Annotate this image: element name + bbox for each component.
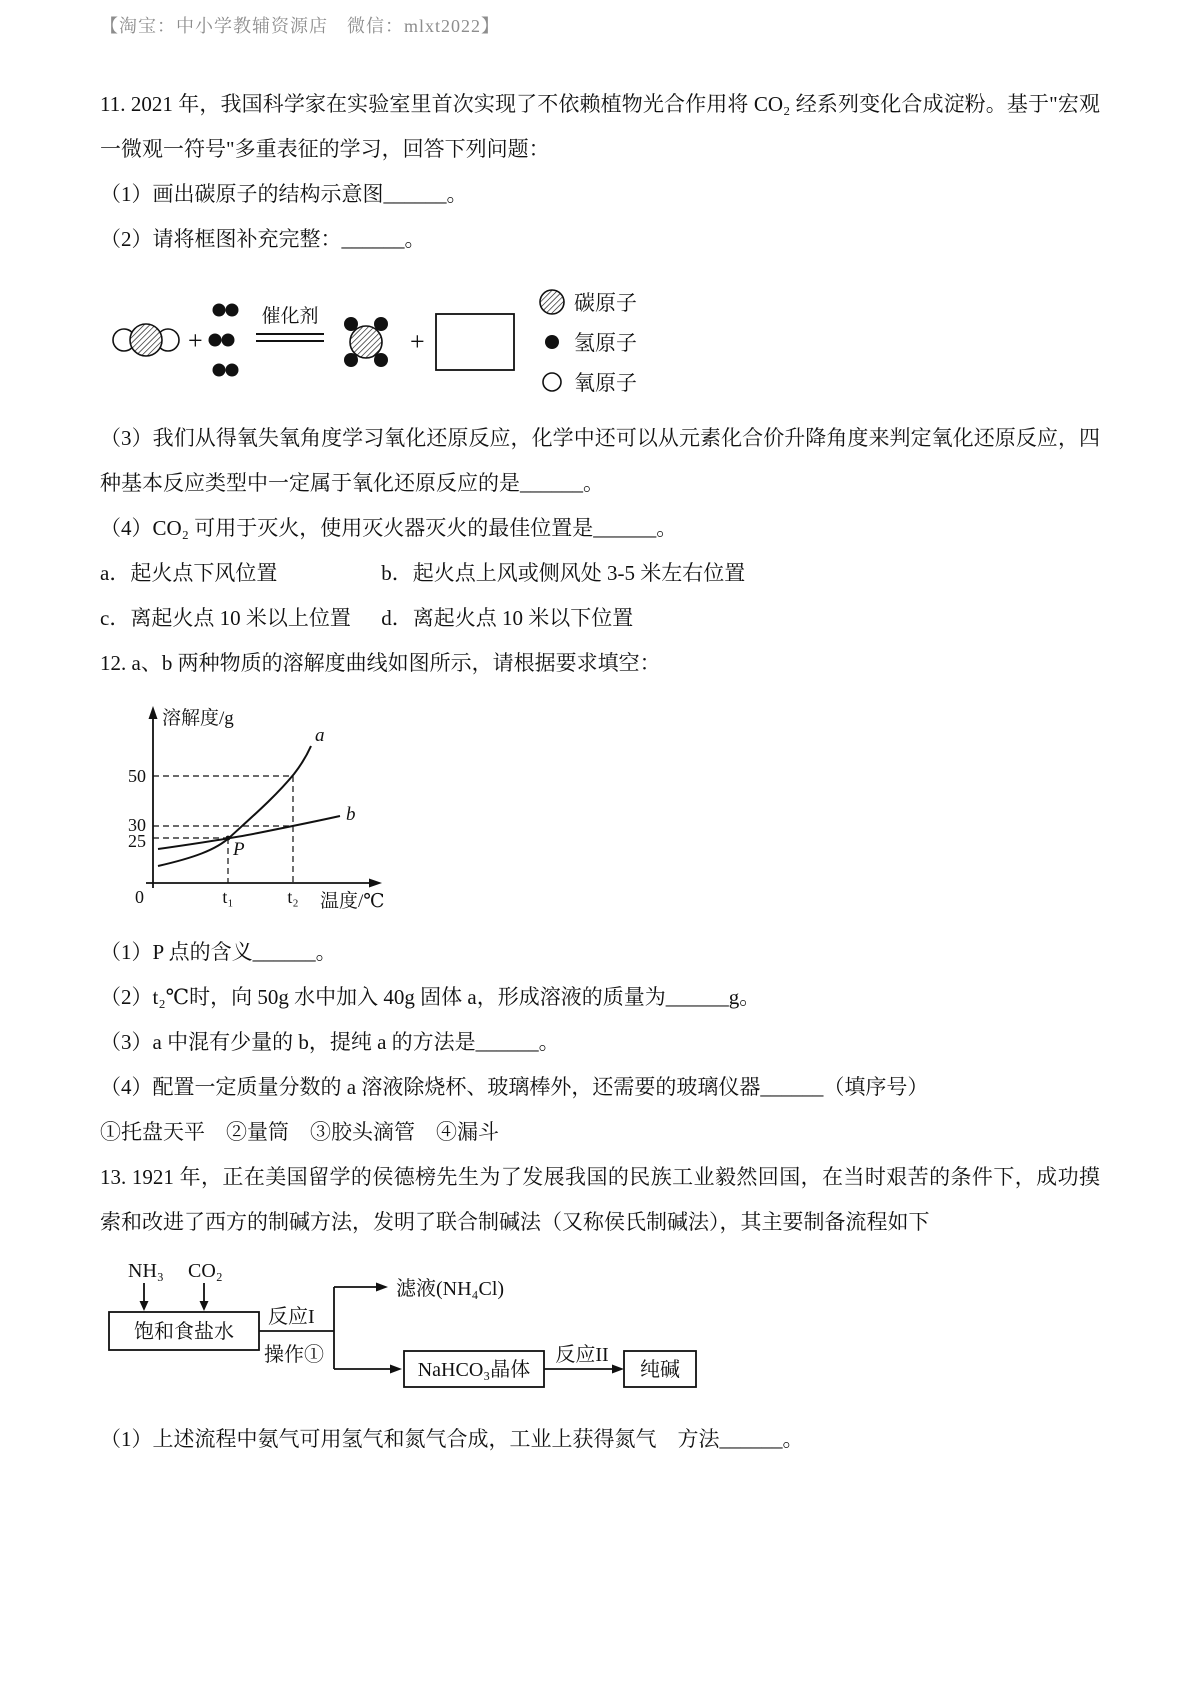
- y-tick-50: 50: [128, 766, 146, 786]
- carbon-atom-icon: [130, 324, 162, 356]
- curve-b-label: b: [346, 804, 356, 825]
- gas-input-arrows: [144, 1283, 204, 1303]
- q11-part4: （4）CO₂ 可用于灭火，使用灭火器灭火的最佳位置是______。: [100, 516, 678, 540]
- q11-options-cd: [100, 596, 1100, 641]
- q12-part2: （2）t₂℃时，向 50g 水中加入 40g 固体 a，形成溶液的质量为______g。: [100, 985, 761, 1009]
- q12-part3: （3）a 中混有少量的 b，提纯 a 的方法是______。: [100, 1030, 560, 1054]
- y-axis-arrow-icon: [149, 706, 158, 719]
- right-arrow-icon: [376, 1283, 388, 1292]
- origin-label: 0: [135, 887, 144, 907]
- q13-part1: （1）上述流程中氨气可用氢气和氮气合成，工业上获得氮气 方法______。: [100, 1427, 804, 1451]
- q11-options-ab: [100, 551, 1100, 596]
- x-axis-label: 温度/℃: [320, 891, 385, 912]
- answer-box: [436, 314, 514, 370]
- plus-sign: +: [188, 326, 203, 355]
- filtrate-label: 滤液(NH₄Cl): [396, 1278, 505, 1300]
- q11-option-b: b．起火点上风或侧风处 3-5 米左右位置: [381, 561, 746, 585]
- hydrogen-atom-icon: [545, 335, 559, 349]
- hydrogen-atom-icon: [226, 364, 239, 377]
- x-tick-t2: t₂: [287, 887, 299, 907]
- legend-carbon-label: 碳原子: [574, 291, 637, 315]
- q11-part1: （1）画出碳原子的结构示意图______。: [100, 182, 468, 206]
- catalyst-equals: [256, 305, 324, 341]
- q11-part3: （3）我们从得氧失氧角度学习氧化还原反应，化学中还可以从元素化合价升降角度来判定氧化还原反应，四种基本反应类型中一定属于氧化还原反应的是______。: [100, 426, 1100, 495]
- hydrogen-atom-icon: [226, 304, 239, 317]
- q11-part2: （2）请将框图补充完整：______。: [100, 227, 426, 251]
- curve-a-label: a: [315, 725, 325, 746]
- x-axis-arrow-icon: [369, 879, 382, 888]
- co2-label: CO₂: [188, 1260, 223, 1282]
- molecule-reaction-diagram: [104, 274, 664, 406]
- atom-legend: [540, 290, 637, 395]
- legend-hydrogen-label: 氢原子: [574, 331, 637, 355]
- q11-intro: 11. 2021 年，我国科学家在实验室里首次实现了不依赖植物光合作用将 CO₂ 经系列变化合成淀粉。基于"宏观一微观一符号"多重表征的学习，回答下列问题：: [100, 92, 1100, 161]
- down-arrow-icon: [200, 1301, 209, 1311]
- chart-axes: [146, 714, 374, 888]
- q11-option-c: c．离起火点 10 米以上位置: [100, 606, 351, 630]
- brine-box-label: 饱和食盐水: [134, 1321, 234, 1343]
- right-arrow-icon: [612, 1365, 624, 1374]
- reaction2-label: 反应II: [555, 1344, 609, 1366]
- catalyst-label: 催化剂: [261, 306, 319, 327]
- y-tick-25: 25: [128, 831, 146, 851]
- q12-part4: （4）配置一定质量分数的 a 溶液除烧杯、玻璃棒外，还需要的玻璃仪器______（填序号）: [100, 1075, 929, 1099]
- hydrogen-atom-icon: [209, 334, 222, 347]
- down-arrow-icon: [140, 1301, 149, 1311]
- point-p-dot: [226, 836, 231, 841]
- point-p-label: P: [233, 839, 245, 860]
- oxygen-atom-icon: [543, 373, 561, 391]
- carbon-atom-icon: [350, 326, 382, 358]
- solubility-chart: [108, 698, 408, 920]
- nahco3-box-label: NaHCO₃晶体: [417, 1359, 531, 1381]
- plus-sign: +: [410, 327, 425, 356]
- hydrogen-atom-icon: [213, 304, 226, 317]
- hydrogen-molecules: [209, 304, 239, 377]
- q11-option-d: d．离起火点 10 米以下位置: [381, 606, 634, 630]
- y-axis-label: 溶解度/g: [162, 708, 234, 729]
- product-molecule: [344, 317, 388, 367]
- reaction1-label: 反应I: [268, 1306, 315, 1328]
- q13-intro: 13. 1921 年，正在美国留学的侯德榜先生为了发展我国的民族工业毅然回国，在当时艰苦的条件下，成功摸索和改进了西方的制碱方法，发明了联合制碱法（又称侯氏制碱法），其主要制备流程如下: [100, 1165, 1100, 1234]
- hydrogen-atom-icon: [213, 364, 226, 377]
- legend-oxygen-label: 氧原子: [574, 371, 637, 395]
- co2-molecule: [113, 324, 179, 356]
- q11-option-a: a．起火点下风位置: [100, 561, 278, 585]
- watermark-text: 【淘宝：中小学教辅资源店 微信：mlxt2022】: [100, 16, 501, 36]
- nh3-label: NH₃: [128, 1260, 164, 1282]
- q12-intro: 12. a、b 两种物质的溶解度曲线如图所示，请根据要求填空：: [100, 651, 661, 675]
- q12-part1: （1）P 点的含义______。: [100, 940, 337, 964]
- y-tick-30: 30: [128, 815, 146, 835]
- hydrogen-atom-icon: [222, 334, 235, 347]
- x-tick-t1: t₁: [222, 887, 234, 907]
- right-arrow-icon: [390, 1365, 402, 1374]
- q12-options: ①托盘天平 ②量筒 ③胶头滴管 ④漏斗: [100, 1120, 499, 1144]
- process-flow-diagram: [104, 1257, 724, 1407]
- carbon-atom-icon: [540, 290, 564, 314]
- operation1-label: 操作①: [264, 1344, 324, 1366]
- soda-box-label: 纯碱: [640, 1359, 680, 1381]
- page-content: [100, 0, 1100, 1462]
